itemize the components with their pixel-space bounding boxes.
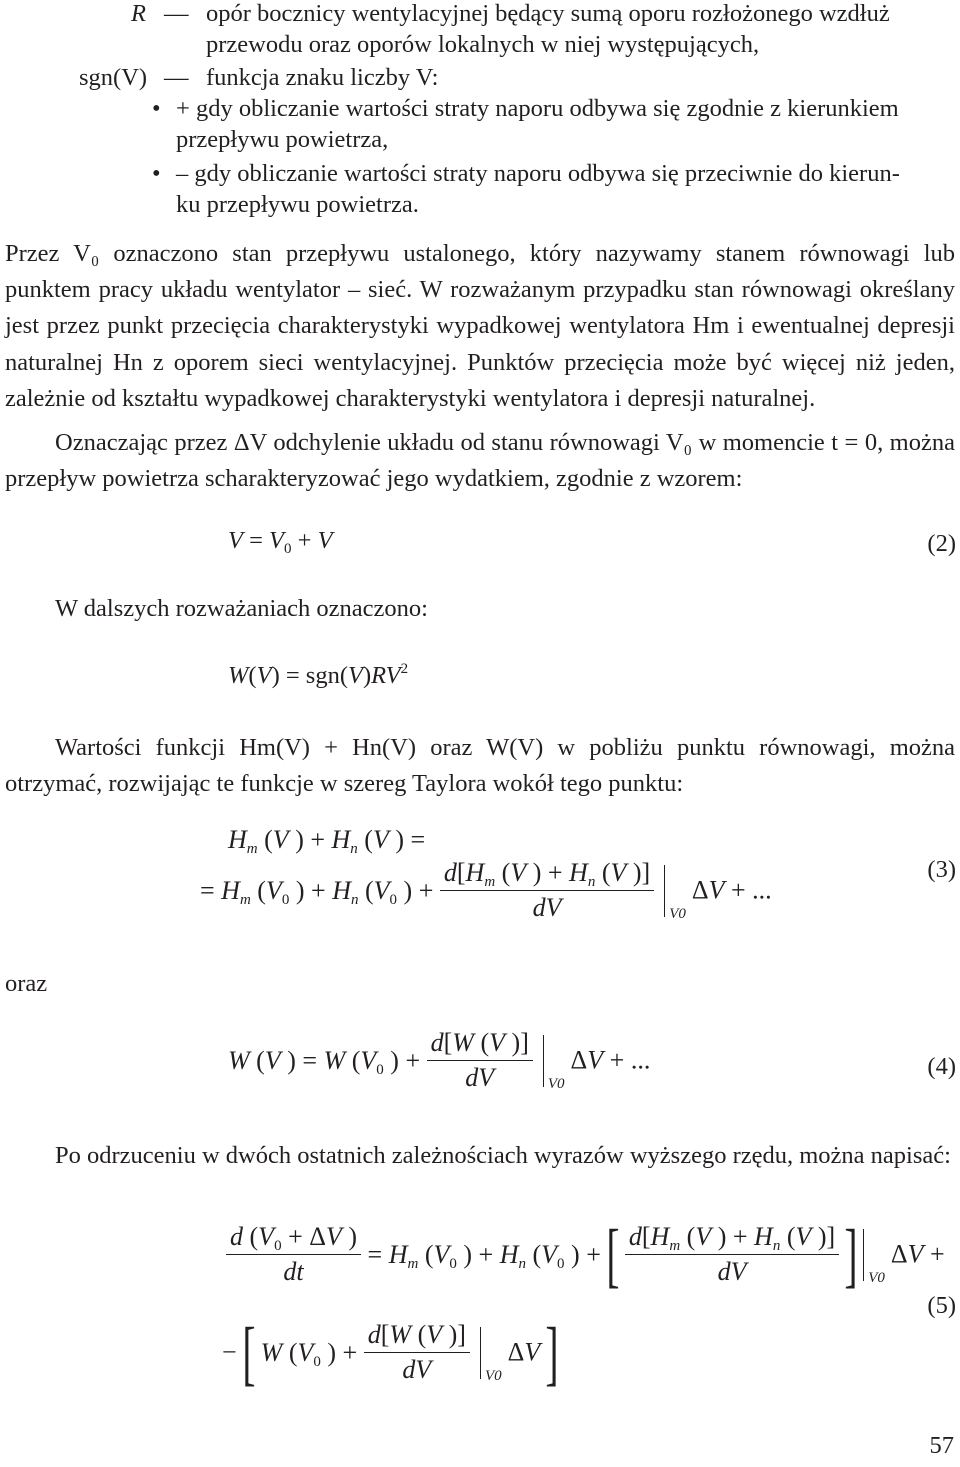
equation-resistance: $W(V) = sgn(V)RV^2$ (228, 661, 409, 689)
paragraph-taylor: Wartości funkcji Hm(V) + Hn(V) oraz W(V) w pobliżu punktu równowagi, można otrzymać, rozwijając te funkcje w szereg Taylora wokół tego punktu: (5, 734, 955, 798)
def-r-dash: — (164, 0, 189, 27)
equation-4: W (V ) = W ($V_0$ ) + $\frac{d[W (V )]}{dV}$ $_{V0}$ΔV + ... (228, 1028, 651, 1093)
equation-5-number: (5) (927, 1292, 956, 1319)
paragraph-notation: W dalszych rozważaniach oznaczono: (55, 595, 428, 622)
paragraph-deviation: Oznaczając przez ΔV odchylenie układu od stanu równowagi V₀ w momencie t = 0, można przepływ powietrza scharakteryzować jego wydatkiem, zgodnie z wzorem: (5, 429, 955, 493)
def-r-text-2: przewodu oraz oporów lokalnych w niej występujących, (206, 31, 760, 58)
equation-3-fraction: $\frac{d[H_m (V ) + H_n (V )]}{dV}$ (440, 858, 654, 923)
equation-2: $V = V_0 + V$ (228, 527, 333, 557)
word-oraz: oraz (5, 970, 48, 997)
equation-3-line-2: = $H_m$ ($V_0$ ) + $H_n$ ($V_0$ ) + $\frac{d[H_m (V ) + H_n (V )]}{dV}$ $_{V0}$ΔV + ... (200, 858, 772, 923)
equation-5-line-2: −[ W ($V_0$ ) + $\frac{d[W (V )]}{dV}$ $_{V0}$ΔV] (222, 1312, 559, 1393)
evaluation-bar (664, 865, 665, 917)
bullet-dot: • (152, 160, 161, 187)
def-r-symbol: R (131, 0, 146, 27)
equation-3-number: (3) (927, 856, 956, 883)
equation-2-number: (2) (927, 530, 956, 557)
paragraph-rejection: Po odrzuceniu w dwóch ostatnich zależnościach wyrazów wyższego rzędu, można napisać: (55, 1142, 951, 1169)
bullet-2-line-2: ku przepływu powietrza. (176, 191, 419, 218)
evaluation-bar (543, 1035, 544, 1087)
equation-5-line-1: $\frac{d (V_0 + \Delta V )}{dt}$ = $H_m$ ($V_0$ ) + $H_n$ ($V_0$ ) +[ $\frac{d[H_m (V ) + H_n (V )]}{dV}$ ] $_{V0}$ΔV + (226, 1222, 945, 1287)
def-sgn-text: funkcja znaku liczby V: (206, 64, 439, 91)
evaluation-bar (480, 1327, 481, 1379)
equation-4-number: (4) (927, 1053, 956, 1080)
def-sgn-dash: — (164, 64, 189, 91)
bullet-dot: • (152, 95, 161, 122)
bullet-1-line-1: + gdy obliczanie wartości straty naporu odbywa się zgodnie z kierunkiem (176, 95, 899, 122)
bullet-2-line-1: – gdy obliczanie wartości straty naporu odbywa się przeciwnie do kierun- (176, 160, 900, 187)
def-sgn-symbol: sgn(V) (79, 64, 148, 91)
evaluation-bar (863, 1229, 864, 1281)
bullet-1-line-2: przepływu powietrza, (176, 126, 389, 153)
page-number: 57 (929, 1432, 954, 1459)
paragraph-equilibrium: Przez V₀ oznaczono stan przepływu ustalonego, który nazywamy stanem równowagi lub punktem pracy układu wentylator – sieć. W rozważanym przypadku stan równowagi określany jest przez punkt przecięcia charakterystyki wypadkowej wentylatora Hm i ewentualnej depresji naturalnej Hn z oporem sieci wentylacyjnej. Punktów przecięcia może być więcej niż jeden, zależnie od kształtu wypadkowej charakterystyki wentylatora i depresji naturalnej. (5, 240, 955, 412)
def-r-text-1: opór bocznicy wentylacyjnej będący sumą oporu rozłożonego wzdłuż (206, 0, 890, 27)
equation-3-line-1: $H_m$ (V ) + $H_n$ (V ) = (228, 825, 426, 857)
